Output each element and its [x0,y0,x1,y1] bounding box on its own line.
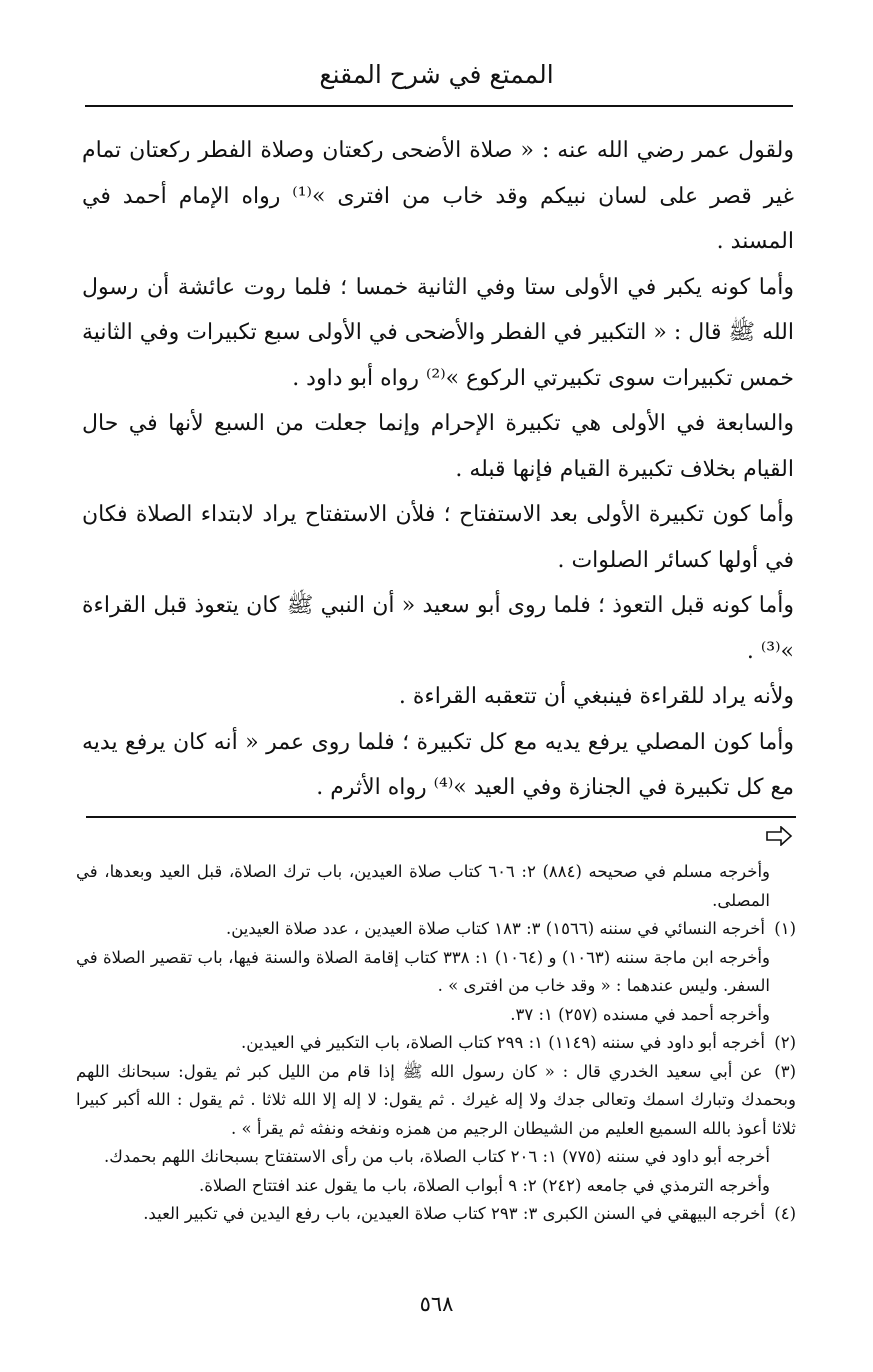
main-text [82,128,794,811]
paragraph-takbir-count: وأما كونه يكبر في الأولى ستا وفي الثانية خمسا ؛ فلما روت عائشة أن رسول الله ﷺ قال : « التكبير في الفطر والأضحى في الأولى سبع تكبيرات وفي الثانية خمس تكبيرات سوى تكبيرتي الركوع »⁽²⁾ رواه أبو داود . [82,274,794,391]
paragraph-reading-follows: ولأنه يراد للقراءة فينبغي أن تتعقبه القراءة . [398,684,794,709]
footnote-number: (١) [774,919,796,938]
footnote-number: (٤) [774,1204,796,1223]
footnote-2 [76,1029,796,1058]
footnote-separator [86,816,796,818]
paragraph-umar-quote: ولقول عمر رضي الله عنه : « صلاة الأضحى ركعتان وصلاة الفطر ركعتان تمام غير قصر على لسان نبيكم وقد خاب من افترى »⁽¹⁾ رواه الإمام أحمد في المسند . [82,138,794,254]
footnote-1-continued: وأخرجه ابن ماجة سننه (١٠٦٣) و (١٠٦٤) ١: ٣٣٨ كتاب إقامة الصلاة والسنة فيها، باب تقصير الصلاة في السفر. وليس عندهما : « وقد خاب من افترى » . [76,947,770,995]
footnote-1 [76,915,796,944]
footnote-number: (٢) [774,1033,796,1052]
paragraph-before-taawwudh: وأما كونه قبل التعوذ ؛ فلما روى أبو سعيد « أن النبي ﷺ كان يتعوذ قبل القراءة »⁽³⁾ . [82,593,794,664]
page-number: ٥٦٨ [419,1292,454,1316]
paragraph-seventh-takbir: والسابعة في الأولى هي تكبيرة الإحرام وإنما جعلت من السبع لأنها في حال القيام بخلاف تكبيرة القيام فإنها قبله . [82,411,794,482]
header-rule [85,105,793,107]
footnote-3 [76,1058,796,1144]
footnote-number: (٣) [774,1061,796,1081]
paragraph-raising-hands: وأما كون المصلي يرفع يديه مع كل تكبيرة ؛ فلما روى عمر « أنه كان يرفع يديه مع كل تكبيرة في الجنازة وفي العيد »⁽⁴⁾ رواه الأثرم . [82,729,794,800]
footnote-1-continued: وأخرجه أحمد في مسنده (٢٥٧) ١: ٣٧. [510,1004,770,1024]
footnote-4 [76,1200,796,1229]
footnote-text: عن أبي سعيد الخدري قال : « كان رسول الله ﷺ إذا قام من الليل كبر ثم يقول: سبحانك اللهم وبحمدك وتبارك اسمك وتعالى جدك ولا إله غيرك . ثم يقول: لا إله إلا الله ثلاثا . ثم يقول : الله أكبر كبيرا ثلاثا أعوذ بالله السميع العليم من الشيطان الرجيم من همزه ونفخه ونفثه ثم يقرأ » . [76,1061,796,1138]
paragraph-after-istiftah: وأما كون تكبيرة الأولى بعد الاستفتاح ؛ فلأن الاستفتاح يراد لابتداء الصلاة فكان في أولها كسائر الصلوات . [82,502,794,573]
footnote-3-continued: أخرجه أبو داود في سننه (٧٧٥) ١: ٢٠٦ كتاب الصلاة، باب من رأى الاستفتاح بسبحانك اللهم بحمدك. [104,1147,770,1166]
running-header-title: الممتع في شرح المقنع [319,60,554,89]
footnote-text: أخرجه النسائي في سننه (١٥٦٦) ٣: ١٨٣ كتاب صلاة العيدين ، عدد صلاة العيدين. [226,919,765,938]
footnote-text: أخرجه البيهقي في السنن الكبرى ٣: ٢٩٣ كتاب صلاة العيدين، باب رفع اليدين في تكبير العيد. [143,1204,765,1223]
arrow-right-icon [765,826,793,846]
footnotes [76,858,796,1229]
footnote-3-continued: وأخرجه الترمذي في جامعه (٢٤٢) ٢: ٩ أبواب الصلاة، باب ما يقول عند افتتاح الصلاة. [198,1175,770,1195]
footnote-text: أخرجه أبو داود في سننه (١١٤٩) ١: ٢٩٩ كتاب الصلاة، باب التكبير في العيدين. [240,1033,765,1052]
footnote-continued: وأخرجه مسلم في صحيحه (٨٨٤) ٢: ٦٠٦ كتاب صلاة العيدين، باب ترك الصلاة، قبل العيد وبعدها، في المصلى. [76,862,770,910]
